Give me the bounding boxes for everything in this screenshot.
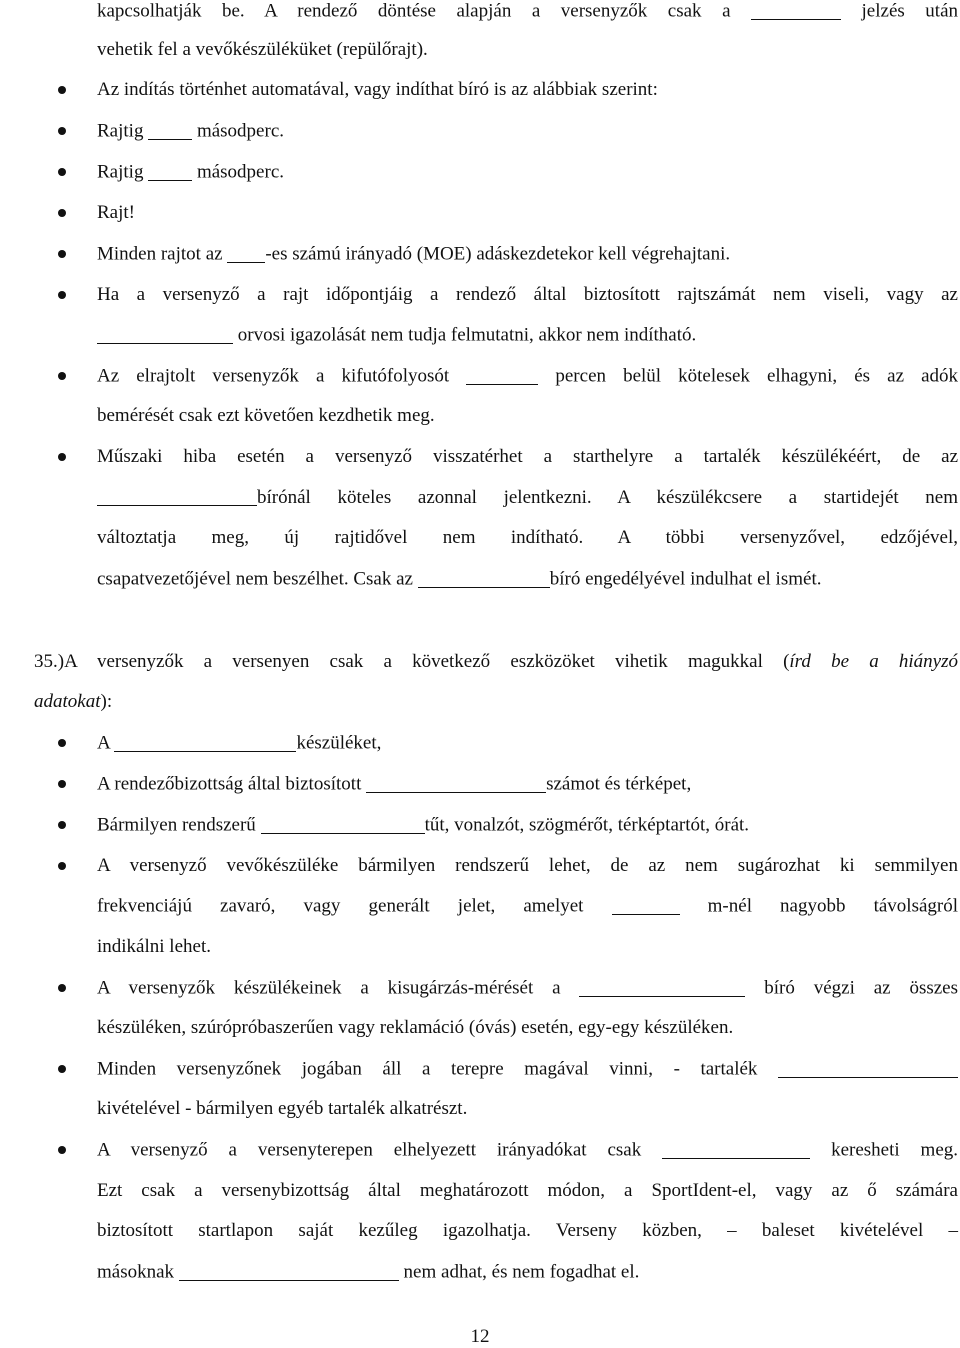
page-number: 12 (470, 1326, 490, 1347)
text-line: Műszaki hiba esetén a versenyző visszatérhet a starthelyre a tartalék készülékéért, de az (97, 446, 958, 467)
text-line: A versenyzők készülékeinek a kisugárzás-mérését a bíró végzi az összes (97, 977, 959, 999)
text-line: Rajt! (97, 202, 135, 223)
fill-blank (751, 0, 841, 20)
bullet-icon (58, 739, 66, 747)
bullet-icon (58, 291, 66, 299)
text-line: Az indítás történhet automatával, vagy indíthat bíró is az alábbiak szerint: (97, 79, 658, 100)
text-line: Ezt csak a versenybizottság által meghatározott módon, a SportIdent-el, vagy az ő számára (97, 1180, 958, 1201)
text-line: Rajtig másodperc. (97, 161, 285, 183)
text-line: adatokat): (34, 691, 113, 712)
fill-blank (179, 1261, 399, 1281)
text-line: csapatvezetőjével nem beszélhet. Csak az bíró engedélyével indulhat el ismét. (97, 568, 822, 590)
text-line: vehetik fel a vevőkészüléküket (repülőrajt). (97, 39, 428, 60)
text-line: készüléken, szúrópróbaszerűen vagy reklamáció (óvás) esetén, egy-egy készüléken. (97, 1017, 734, 1038)
text-line: A versenyző vevőkészüléke bármilyen rendszerű lehet, de az nem sugározhat ki semmilyen (97, 855, 958, 876)
fill-blank (366, 773, 546, 793)
fill-blank (227, 243, 265, 263)
bullet-icon (58, 168, 66, 176)
fill-blank (148, 120, 192, 140)
fill-blank (579, 977, 745, 997)
question-35: 35.)A versenyzők a versenyen csak a következő eszközöket vihetik magukkal (írd be a hiányzó (34, 651, 959, 672)
bullet-icon (58, 1065, 66, 1073)
fill-blank (261, 814, 425, 834)
fill-blank (662, 1139, 810, 1159)
fill-blank (97, 486, 257, 506)
fill-blank (97, 324, 233, 344)
text-line: másoknak nem adhat, és nem fogadhat el. (97, 1261, 640, 1283)
bullet-icon (58, 862, 66, 870)
fill-blank (778, 1058, 958, 1078)
bullet-icon (58, 127, 66, 135)
bullet-icon (58, 1146, 66, 1154)
text-line: kapcsolhatják be. A rendező döntése alapján a versenyzők csak a jelzés után (97, 0, 959, 22)
text-line: A rendezőbizottság által biztosított számot és térképet, (97, 773, 692, 795)
text-line: indikálni lehet. (97, 936, 211, 957)
bullet-icon (58, 984, 66, 992)
bullet-icon (58, 86, 66, 94)
fill-blank (114, 732, 296, 752)
text-line: bemérését csak ezt követően kezdhetik meg. (97, 405, 435, 426)
text-line: A versenyző a versenyterepen elhelyezett irányadókat csak keresheti meg. (97, 1139, 959, 1161)
fill-blank (148, 161, 192, 181)
bullet-icon (58, 821, 66, 829)
text-line: Ha a versenyző a rajt időpontjáig a rendező által biztosított rajtszámát nem viseli, vagy az (97, 284, 958, 305)
bullet-icon (58, 453, 66, 461)
bullet-icon (58, 780, 66, 788)
text-line: Rajtig másodperc. (97, 120, 285, 142)
text-line: bírónál köteles azonnal jelentkezni. A készülékcsere a startidejét nem (97, 486, 958, 509)
bullet-icon (58, 372, 66, 380)
text-line: változtatja meg, új rajtidővel nem indítható. A többi versenyzővel, edzőjével, (97, 527, 958, 548)
text-line: Minden versenyzőnek jogában áll a terepre magával vinni, - tartalék (97, 1058, 958, 1081)
text-line: Az elrajtolt versenyzők a kifutófolyosót percen belül kötelesek elhagyni, és az adók (97, 365, 959, 387)
text-line: frekvenciájú zavaró, vagy generált jelet, amelyet m-nél nagyobb távolságról (97, 895, 959, 917)
fill-blank (418, 568, 550, 588)
text-line: kivételével - bármilyen egyéb tartalék alkatrészt. (97, 1098, 468, 1119)
text-line: Minden rajtot az -es számú irányadó (MOE) adáskezdetekor kell végrehajtani. (97, 243, 731, 265)
bullet-icon (58, 209, 66, 217)
fill-blank (612, 895, 680, 915)
text-line: orvosi igazolását nem tudja felmutatni, akkor nem indítható. (97, 324, 960, 347)
text-line: Bármilyen rendszerű tűt, vonalzót, szögmérőt, térképtartót, órát. (97, 814, 750, 836)
text-line: biztosított startlapon saját kezűleg igazolhatja. Verseny közben, – baleset kivételével – (97, 1220, 958, 1241)
bullet-icon (58, 250, 66, 258)
fill-blank (466, 365, 538, 385)
text-line: A készüléket, (97, 732, 382, 754)
